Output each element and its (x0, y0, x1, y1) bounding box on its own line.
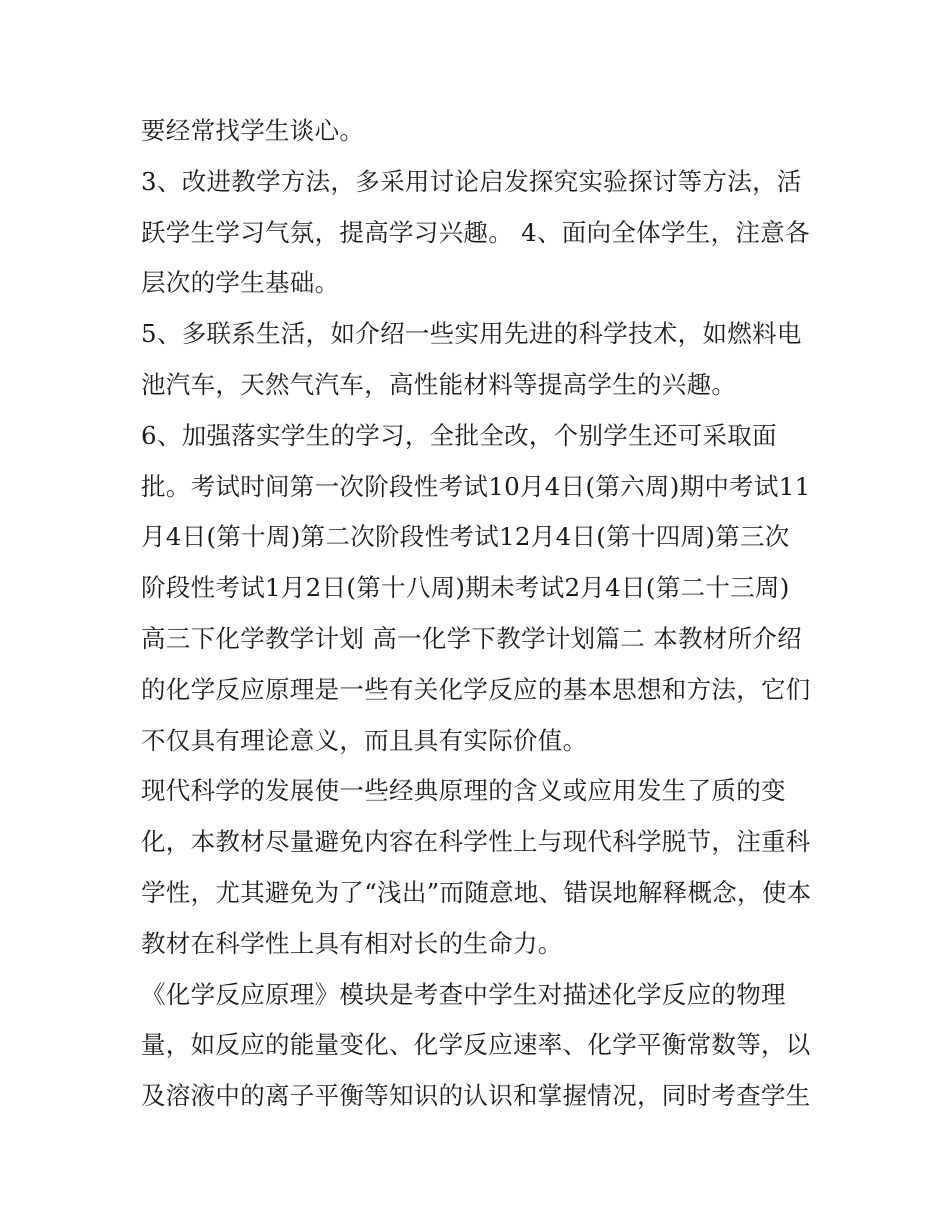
text-line: 不仅具有理论意义，而且具有实际价值。 (141, 725, 588, 755)
text-line: 的化学反应原理是一些有关化学反应的基本思想和方法，它们 (141, 674, 811, 704)
text-line: 现代科学的发展使一些经典原理的含义或应用发生了质的变 (141, 776, 786, 806)
text-line: 化，本教材尽量避免内容在科学性上与现代科学脱节，注重科 (141, 827, 811, 857)
text-line: 层次的学生基础。 (141, 268, 340, 298)
text-line: 量，如反应的能量变化、化学反应速率、化学平衡常数等，以 (141, 1030, 811, 1060)
text-line: 高三下化学教学计划 高一化学下教学计划篇二 本教材所介绍 (141, 623, 802, 653)
text-line: 要经常找学生谈心。 (141, 116, 365, 145)
text-line: 《化学反应原理》模块是考查中学生对描述化学反应的物理 (141, 979, 786, 1009)
text-line: 跃学生学习气氛，提高学习兴趣。 4、面向全体学生，注意各 (141, 217, 810, 247)
text-line: 学性，尤其避免为了“浅出”而随意地、错误地解释概念，使本 (141, 877, 812, 907)
text-line: 6、加强落实学生的学习，全批全改，个别学生还可采取面 (141, 420, 777, 450)
text-line: 月4日(第十周)第二次阶段性考试12月4日(第十四周)第三次 (141, 522, 790, 552)
document-body (141, 106, 821, 1122)
text-line: 教材在科学性上具有相对长的生命力。 (141, 928, 563, 958)
text-line: 批。考试时间第一次阶段性考试10月4日(第六周)期中考试11 (141, 471, 811, 501)
text-line: 阶段性考试1月2日(第十八周)期未考试2月4日(第二十三周) (141, 573, 790, 603)
text-line: 池汽车，天然气汽车，高性能材料等提高学生的兴趣。 (141, 369, 737, 399)
text-line: 3、改进教学方法，多采用讨论启发探究实验探讨等方法，活 (141, 166, 802, 196)
text-line: 5、多联系生活，如介绍一些实用先进的科学技术，如燃料电 (141, 319, 802, 349)
text-line: 及溶液中的离子平衡等知识的认识和掌握情况，同时考查学生 (141, 1081, 811, 1111)
